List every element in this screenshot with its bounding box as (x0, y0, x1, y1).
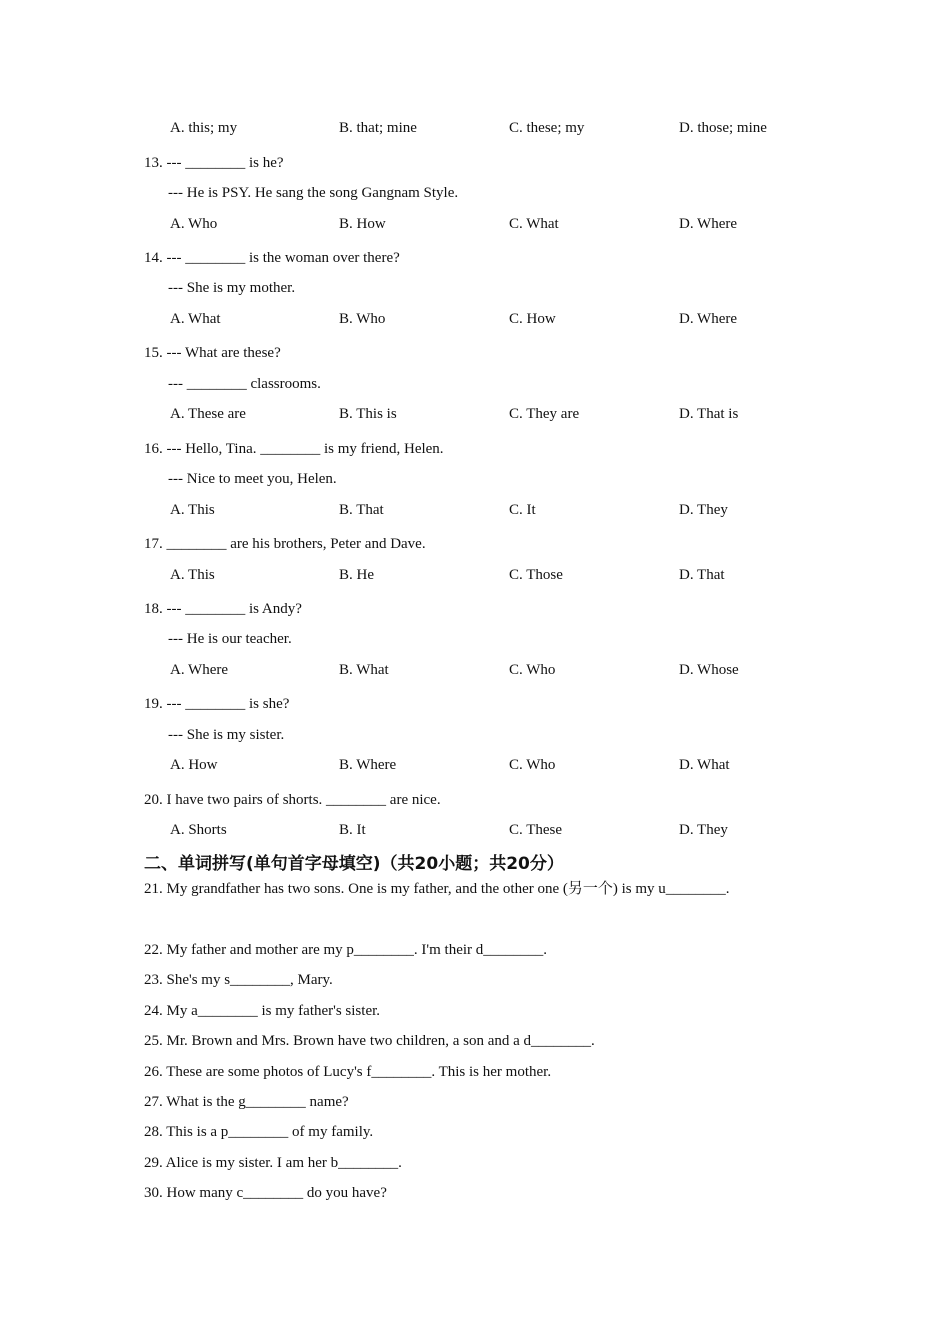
option-b: B. This is (339, 406, 397, 422)
option-d: D. What (679, 757, 730, 773)
option-d: D. Where (679, 311, 738, 327)
option-c: C. It (509, 502, 536, 518)
question-stem: 14. --- ________ is the woman over there? (144, 250, 400, 266)
question-stem: 17. ________ are his brothers, Peter and Dave. (144, 536, 426, 552)
option-c: C. These (509, 822, 563, 838)
option-b: B. Where (339, 757, 397, 773)
question-stem: 15. --- What are these? (144, 345, 281, 361)
option-c: C. Who (509, 662, 556, 678)
option-d: D. That is (679, 406, 739, 422)
option-c: C. Who (509, 757, 556, 773)
question-dialogue: --- ________ classrooms. (168, 376, 321, 392)
spelling-item: 26. These are some photos of Lucy's f________. This is her mother. (144, 1064, 552, 1080)
option-c: C. these; my (509, 120, 585, 136)
option-a: A. These are (170, 406, 246, 422)
spelling-item: 30. How many c________ do you have? (144, 1185, 387, 1201)
spelling-item: 23. She's my s________, Mary. (144, 972, 333, 988)
option-d: D. They (679, 822, 728, 838)
option-d: D. That (679, 567, 725, 583)
question-stem: 19. --- ________ is she? (144, 696, 290, 712)
question-dialogue: --- He is our teacher. (168, 631, 292, 647)
option-d: D. Whose (679, 662, 739, 678)
option-a: A. Shorts (170, 822, 227, 838)
option-a: A. This (170, 502, 215, 518)
question-dialogue: --- She is my mother. (168, 280, 296, 296)
spelling-item: 28. This is a p________ of my family. (144, 1124, 374, 1140)
question-stem: 18. --- ________ is Andy? (144, 601, 302, 617)
option-a: A. Where (170, 662, 229, 678)
option-b: B. that; mine (339, 120, 417, 136)
spelling-item: 21. My grandfather has two sons. One is my father, and the other one (另一个) is my u________. (144, 881, 730, 897)
question-stem: 13. --- ________ is he? (144, 155, 284, 171)
option-a: A. This (170, 567, 215, 583)
option-d: D. They (679, 502, 728, 518)
option-d: D. Where (679, 216, 738, 232)
question-dialogue: --- Nice to meet you, Helen. (168, 471, 337, 487)
option-b: B. It (339, 822, 366, 838)
option-c: C. What (509, 216, 559, 232)
spelling-item: 27. What is the g________ name? (144, 1094, 349, 1110)
option-b: B. Who (339, 311, 386, 327)
option-b: B. What (339, 662, 389, 678)
spelling-item: 22. My father and mother are my p________. I'm their d________. (144, 942, 548, 958)
option-a: A. this; my (170, 120, 238, 136)
question-dialogue: --- He is PSY. He sang the song Gangnam Style. (168, 185, 459, 201)
section-heading: 二、单词拼写(单句首字母填空)（共20小题；共20分） (144, 854, 564, 874)
option-c: C. Those (509, 567, 563, 583)
option-a: A. How (170, 757, 218, 773)
option-a: A. What (170, 311, 221, 327)
question-stem: 20. I have two pairs of shorts. ________ are nice. (144, 792, 441, 808)
option-c: C. How (509, 311, 556, 327)
spelling-item: 25. Mr. Brown and Mrs. Brown have two children, a son and a d________. (144, 1033, 595, 1049)
option-b: B. How (339, 216, 386, 232)
spelling-item: 24. My a________ is my father's sister. (144, 1003, 381, 1019)
question-stem: 16. --- Hello, Tina. ________ is my friend, Helen. (144, 441, 444, 457)
question-dialogue: --- She is my sister. (168, 727, 285, 743)
option-c: C. They are (509, 406, 580, 422)
option-a: A. Who (170, 216, 218, 232)
option-d: D. those; mine (679, 120, 767, 136)
option-b: B. That (339, 502, 384, 518)
spelling-item: 29. Alice is my sister. I am her b________. (144, 1155, 402, 1171)
option-b: B. He (339, 567, 374, 583)
